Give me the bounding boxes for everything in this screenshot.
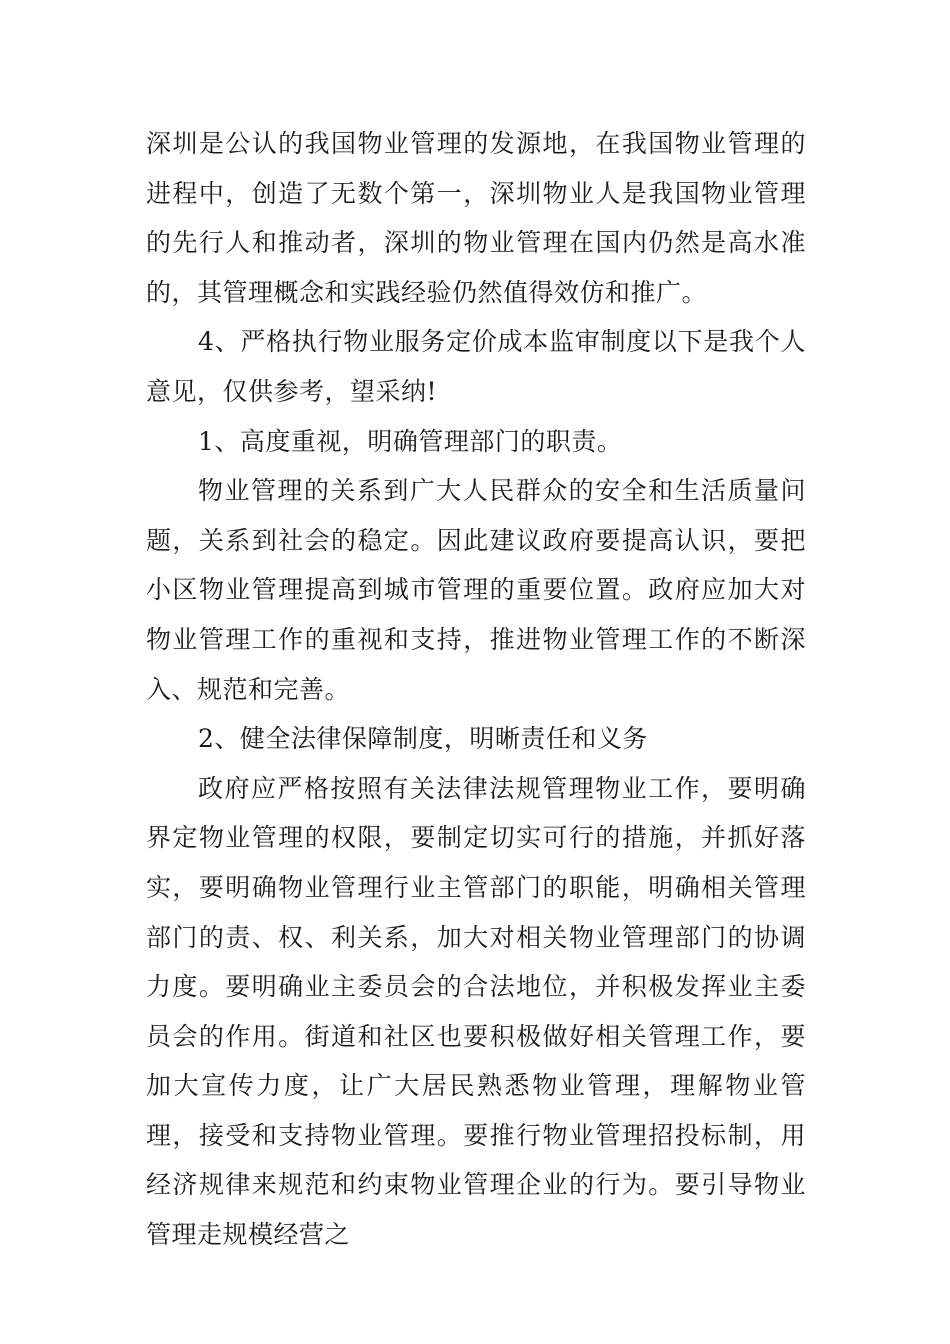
paragraph-intro: 深圳是公认的我国物业管理的发源地，在我国物业管理的进程中，创造了无数个第一，深圳物业人是我国物业管理的先行人和推动者，深圳的物业管理在国内仍然是高水准的，其管理概念和实践经验仍然值得效仿和推广。 [146,129,806,307]
paragraph-item-4: 4、严格执行物业服务定价成本监审制度以下是我个人意见，仅供参考，望采纳! [146,327,806,406]
paragraph-body-1: 物业管理的关系到广大人民群众的安全和生活质量问题，关系到社会的稳定。因此建议政府要提高认识，要把小区物业管理提高到城市管理的重要位置。政府应加大对物业管理工作的重视和支持，推进物业管理工作的不断深入、规范和完善。 [146,476,806,704]
paragraph-body-2: 政府应严格按照有关法律法规管理物业工作，要明确界定物业管理的权限，要制定切实可行的措施，并抓好落实，要明确物业管理行业主管部门的职能，明确相关管理部门的责、权、利关系，加大对相关物业管理部门的协调力度。要明确业主委员会的合法地位，并积极发挥业主委员会的作用。街道和社区也要积极做好相关管理工作，要加大宣传力度，让广大居民熟悉物业管理，理解物业管理，接受和支持物业管理。要推行物业管理招投标制，用经济规律来规范和约束物业管理企业的行为。要引导物业管理走规模经营之 [146,773,806,1250]
document-body [146,119,806,1260]
paragraph-heading-1: 1、高度重视，明确管理部门的职责。 [198,426,623,456]
paragraph-heading-2: 2、健全法律保障制度，明晰责任和义务 [198,724,648,754]
